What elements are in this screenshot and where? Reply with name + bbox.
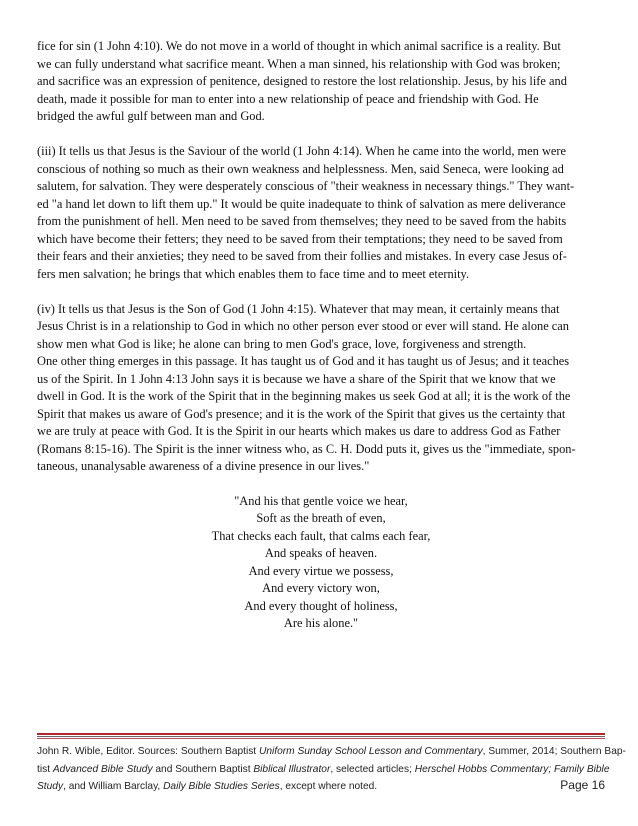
poem-line: Are his alone." — [283, 616, 359, 630]
text-line: which have become their fetters; they need to be saved from their temptations; they need to be saved from — [37, 231, 563, 246]
footer-text: , except where noted. — [279, 781, 378, 792]
footer-sources — [37, 743, 626, 796]
text-line: their fears and their anxieties; they need to be saved from their follies and mistakes. In every case Jesus of- — [37, 249, 567, 263]
text-line: (iv) It tells us that Jesus is the Son of God (1 John 4:15). Whatever that may mean, it certainly means that — [37, 301, 560, 316]
poem-line: And speaks of heaven. — [264, 546, 378, 560]
footer-divider — [37, 738, 605, 739]
footer-line — [37, 743, 626, 761]
text-line: fice for sin (1 John 4:10). We do not move in a world of thought in which animal sacrifice is a reality. But — [37, 39, 561, 53]
footer-title: Herschel Hobbs Commentary; Family Bible — [414, 763, 610, 775]
page-number: Page 16 — [560, 778, 605, 792]
poem-line: And every virtue we possess, — [248, 563, 394, 578]
paragraph-sacrifice — [37, 38, 605, 126]
text-line: from the punishment of hell. Men need to be saved from themselves; they need to be saved from the habits — [37, 214, 567, 228]
text-line: salutem, for salvation. They were desperately conscious of "their weakness in necessary things." They want- — [37, 179, 575, 193]
body-text — [37, 38, 605, 633]
footer-text: tist — [37, 763, 53, 775]
text-line: we are truly at peace with God. It is the Spirit in our hearts which makes us dare to address God as Father — [37, 424, 561, 438]
poem-line: "And his that gentle voice we hear, — [234, 493, 408, 508]
footer-title: Advanced Bible Study — [52, 763, 153, 775]
poem-line: Soft as the breath of even, — [256, 511, 386, 525]
text-line: (Romans 8:15-16). The Spirit is the inner witness who, as C. H. Dodd puts it, gives us the "immediate, spon- — [37, 441, 576, 456]
text-line: One other thing emerges in this passage. It has taught us of God and it has taught us of Jesus; and it teaches — [37, 354, 570, 368]
text-line: us of the Spirit. In 1 John 4:13 John says it is because we have a share of the Spirit that we know that we — [37, 371, 556, 386]
footer-title: Uniform Sunday School Lesson and Commentary — [258, 746, 483, 757]
text-line: and sacrifice was an expression of penitence, designed to restore the lost relationship. Jesus, by his life and — [37, 74, 567, 88]
text-line: death, made it possible for man to enter into a new relationship of peace and friendship with God. He — [37, 91, 539, 106]
text-line: fers men salvation; he brings that which enables them to face time and to meet eternity. — [37, 266, 470, 281]
footer-text: and Southern Baptist — [152, 763, 254, 775]
text-line: ed "a hand let down to lift them up." It would be quite inadequate to think of salvation as mere deliverance — [37, 196, 566, 211]
footer-title: Biblical Illustrator — [253, 763, 331, 775]
poem-line: That checks each fault, that calms each fear, — [211, 528, 431, 543]
footer-text: , Summer, 2014; Southern Bap- — [482, 746, 626, 757]
footer-divider — [37, 733, 605, 735]
text-line: show men what God is like; he alone can bring to men God's grace, love, forgiveness and strength. — [37, 336, 527, 351]
text-line: Spirit that makes us aware of God's presence; and it is the work of the Spirit that gives us the certainty that — [37, 406, 566, 421]
footer-line — [37, 778, 605, 796]
poem-block — [37, 493, 605, 633]
footer-title: Study — [37, 781, 64, 792]
text-line: (iii) It tells us that Jesus is the Saviour of the world (1 John 4:14). When he came into the world, men were — [37, 144, 567, 158]
footer-line — [37, 761, 610, 779]
paragraph-saviour — [37, 143, 605, 283]
text-line: Jesus Christ is in a relationship to God in which no other person ever stood or ever will stand. He alone can — [37, 319, 569, 333]
footer-divider — [37, 736, 605, 737]
footer-text: , and William Barclay, — [63, 781, 164, 792]
footer-text: John R. Wible, Editor. Sources: Southern Baptist — [37, 746, 259, 757]
footer-title: Daily Bible Studies Series — [163, 781, 280, 792]
text-line: taneous, unanalysable awareness of a divine presence in our lives." — [37, 459, 370, 473]
poem-line: And every thought of holiness, — [244, 598, 398, 613]
text-line: dwell in God. It is the work of the Spirit that in the beginning makes us seek God at all; it is the work of the — [37, 389, 571, 403]
text-line: bridged the awful gulf between man and God. — [37, 109, 265, 123]
text-line: we can fully understand what sacrifice meant. When a man sinned, his relationship with God was broken; — [37, 56, 561, 71]
poem-line: And every victory won, — [262, 581, 380, 595]
footer-text: , selected articles; — [330, 763, 415, 775]
text-line: conscious of nothing so much as their own weakness and helplessness. Men, said Seneca, were looking ad — [37, 161, 564, 176]
paragraph-son-of-god — [37, 301, 605, 476]
